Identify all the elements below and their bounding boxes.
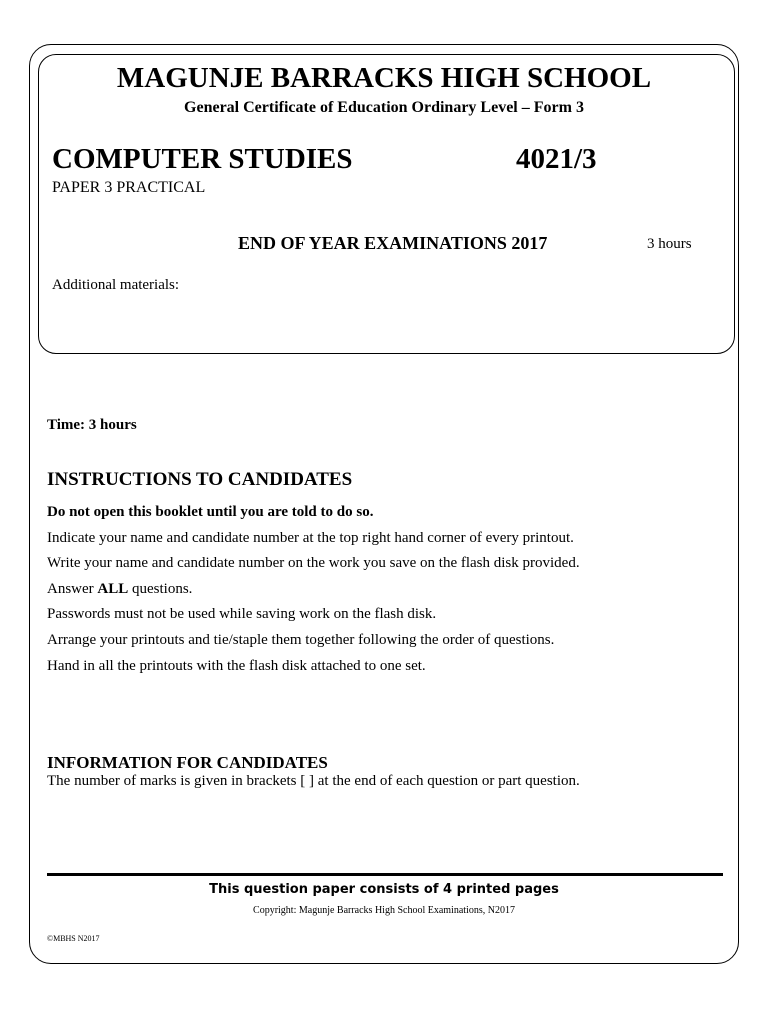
instructions-list: [47, 503, 580, 682]
instruction-item: Arrange your printouts and tie/staple them together following the order of questions.: [47, 631, 555, 648]
answer-suffix: questions.: [128, 580, 193, 597]
answer-emphasis: ALL: [97, 580, 129, 597]
copyright-mark: ©MBHS N2017: [47, 934, 100, 943]
instruction-item: Write your name and candidate number on the work you save on the flash disk provided.: [47, 555, 580, 572]
exam-duration: 3 hours: [647, 236, 692, 252]
answer-prefix: Answer: [47, 580, 98, 597]
information-text: The number of marks is given in brackets [ ] at the end of each question or part question.: [47, 773, 580, 789]
instruction-item: [47, 580, 580, 606]
instruction-item: Do not open this booklet until you are told to do so.: [47, 504, 374, 520]
instruction-item: Passwords must not be used while saving work on the flash disk.: [47, 606, 437, 623]
exam-title: END OF YEAR EXAMINATIONS 2017: [238, 233, 548, 253]
page-count-note: This question paper consists of 4 printed pages: [209, 882, 559, 897]
instructions-heading: INSTRUCTIONS TO CANDIDATES: [47, 469, 353, 490]
school-name: MAGUNJE BARRACKS HIGH SCHOOL: [116, 62, 652, 94]
information-heading: INFORMATION FOR CANDIDATES: [47, 753, 328, 772]
additional-materials: Additional materials:: [52, 277, 180, 293]
subject-title: COMPUTER STUDIES: [52, 143, 353, 175]
time-allowed: Time: 3 hours: [47, 417, 137, 433]
footer-divider: [47, 873, 723, 876]
paper-title: PAPER 3 PRACTICAL: [52, 179, 206, 196]
subject-code: 4021/3: [516, 143, 597, 175]
copyright-line: Copyright: Magunje Barracks High School Examinations, N2017: [253, 905, 515, 916]
instruction-item: Indicate your name and candidate number at the top right hand corner of every printout.: [47, 529, 574, 546]
certificate-line: General Certificate of Education Ordinary Level – Form 3: [184, 99, 584, 116]
instruction-item: Hand in all the printouts with the flash disk attached to one set.: [47, 657, 426, 674]
